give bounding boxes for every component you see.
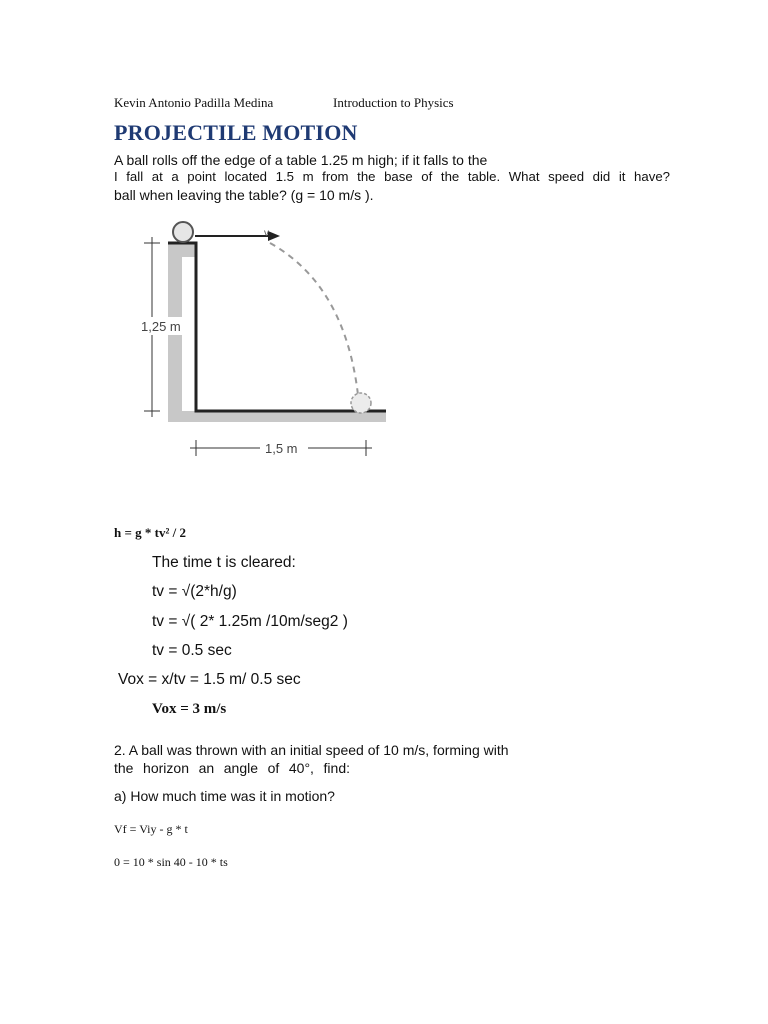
ball-start: [173, 222, 193, 242]
problem2-text-line1: 2. A ball was thrown with an initial speed of 10 m/s, forming with: [114, 742, 509, 758]
solution-step-5: Vox = x/tv = 1.5 m/ 0.5 sec: [118, 671, 301, 688]
problem1-text-line1: A ball rolls off the edge of a table 1.25 m high; if it falls to the: [114, 152, 488, 168]
equation-1: Vf = Viy - g * t: [114, 822, 188, 836]
problem2-part-a: a) How much time was it in motion?: [114, 788, 335, 804]
problem1-text-line2: I fall at a point located 1.5 m from the base of the table. What speed did it have?: [114, 169, 670, 184]
solution-step-3: tv = √( 2* 1.25m /10m/seg2 ): [152, 613, 348, 630]
impact-splash: [351, 393, 371, 413]
distance-label: 1,5 m: [265, 441, 298, 456]
height-formula: h = g * tv² / 2: [114, 525, 186, 540]
trajectory-path: [270, 243, 358, 395]
solution-step-1: The time t is cleared:: [152, 554, 296, 571]
problem1-text-line3: ball when leaving the table? (g = 10 m/s ).: [114, 187, 374, 203]
solution-step-4: tv = 0.5 sec: [152, 642, 232, 659]
velocity-label: v: [264, 228, 269, 239]
equation-2: 0 = 10 * sin 40 - 10 * ts: [114, 855, 228, 869]
height-label: 1,25 m: [141, 319, 181, 334]
author-name: Kevin Antonio Padilla Medina: [114, 95, 274, 110]
solution-result: Vox = 3 m/s: [152, 701, 227, 717]
problem2-text-line2: the horizon an angle of 40°, find:: [114, 760, 350, 776]
table-shape: [168, 243, 386, 422]
page-title: PROJECTILE MOTION: [114, 120, 358, 145]
course-name: Introduction to Physics: [333, 95, 454, 110]
projectile-diagram: [130, 215, 400, 465]
solution-step-2: tv = √(2*h/g): [152, 583, 237, 600]
